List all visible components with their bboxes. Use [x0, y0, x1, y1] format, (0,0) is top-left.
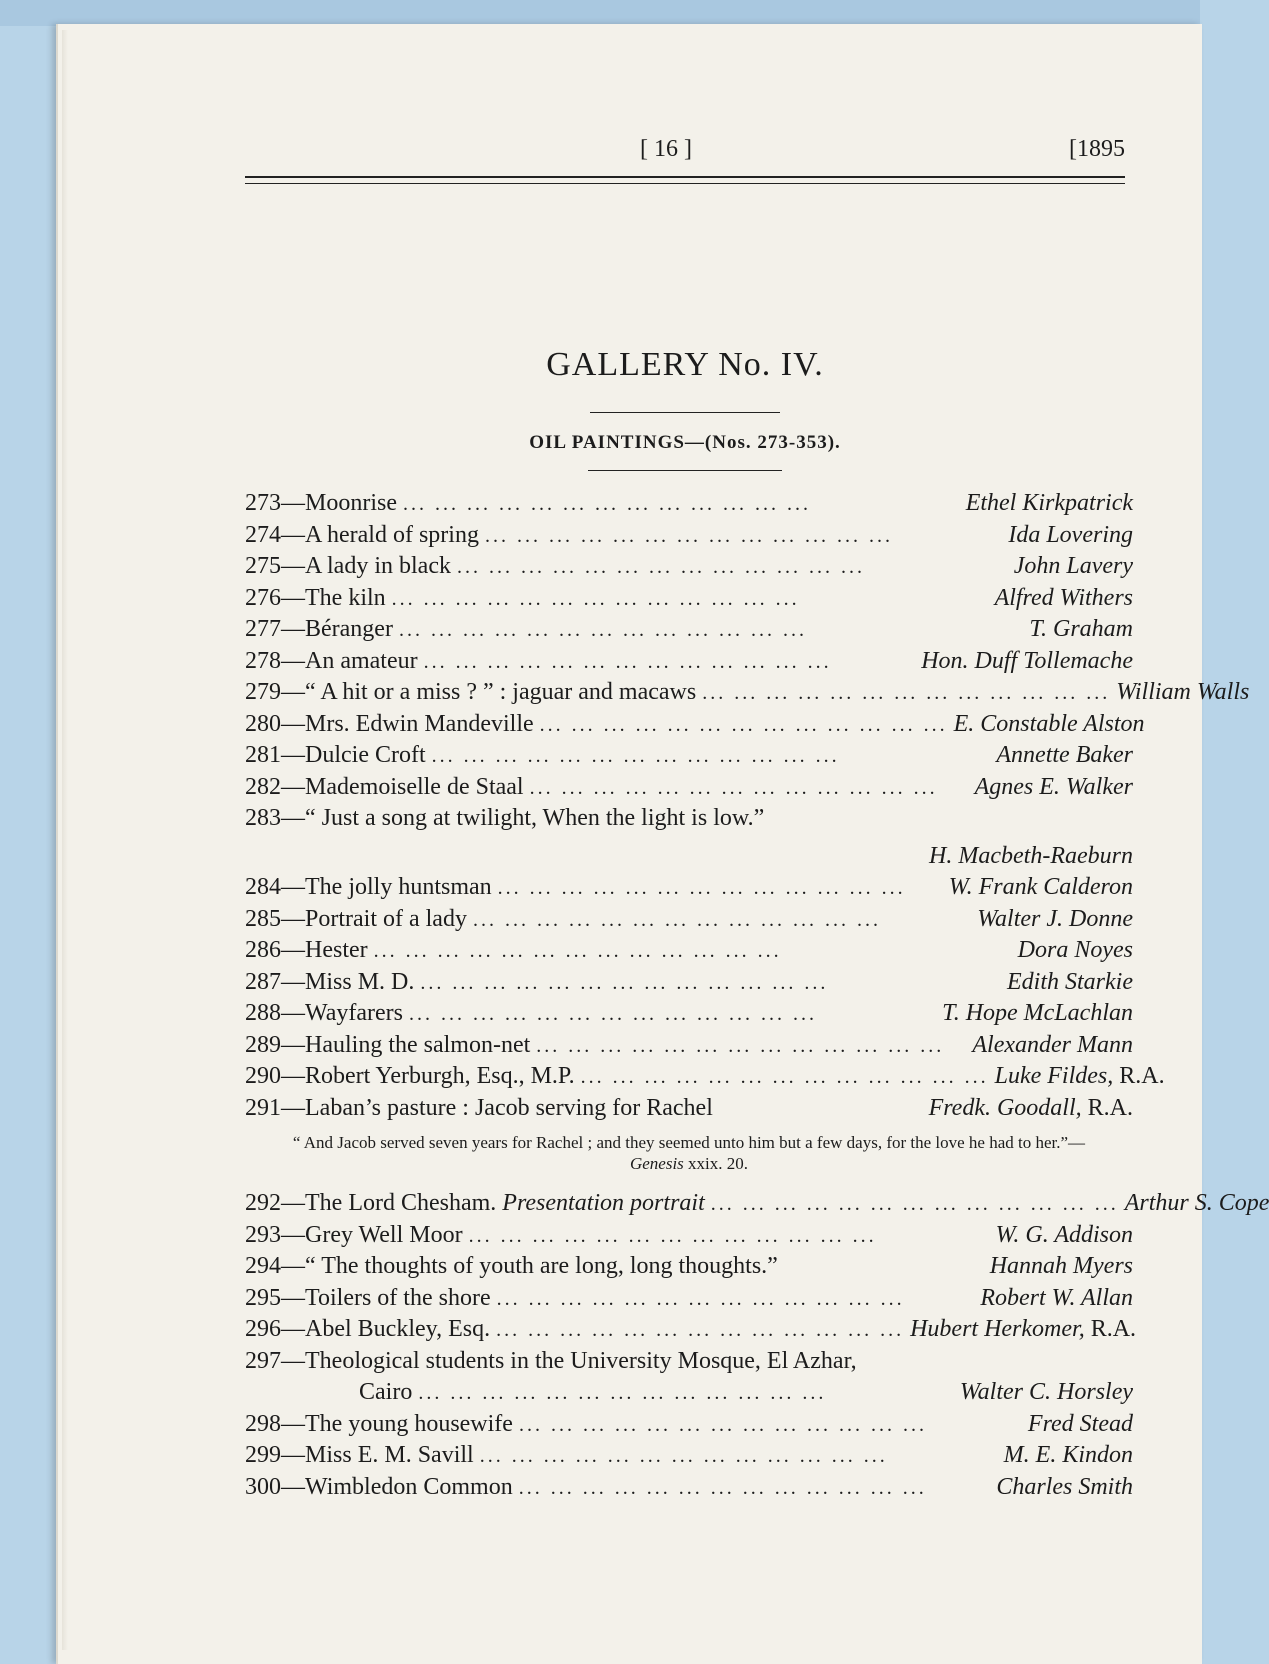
list-item-artist: H. Macbeth-Raeburn [929, 842, 1133, 869]
list-item: 289—Hauling the salmon-net ... ... ... ... ... ... ... ... ... ... ... ... ... Alexander Mann [245, 1031, 1133, 1058]
list-item: 277—Béranger ... ... ... ... ... ... ... ... ... ... ... ... ... T. Graham [245, 616, 1133, 642]
list-item: 297—Theological students in the University Mosque, El Azhar, [245, 1347, 857, 1374]
list-item: 300—Wimbledon Common ... ... ... ... ... ... ... ... ... ... ... ... ... Charles Smith [245, 1473, 1133, 1500]
list-item: 282—Mademoiselle de Staal ... ... ... ... ... ... ... ... ... ... ... ... ... Agnes E. Walker [245, 773, 1133, 800]
list-item: 275—A lady in black ... ... ... ... ... ... ... ... ... ... ... ... ... John Lavery [245, 553, 1133, 579]
section-title: OIL PAINTINGS—(Nos. 273-353). [529, 432, 841, 453]
list-item: 287—Miss M. D. ... ... ... ... ... ... ... ... ... ... ... ... ... Edith Starkie [245, 968, 1133, 995]
page-header [245, 136, 1125, 176]
title-rule [590, 412, 780, 413]
list-item: 274—A herald of spring ... ... ... ... ... ... ... ... ... ... ... ... ... Ida Lovering [245, 521, 1133, 548]
list-item: 273—Moonrise ... ... ... ... ... ... ... ... ... ... ... ... ... Ethel Kirkpatrick [245, 490, 1133, 516]
list-item: 299—Miss E. M. Savill ... ... ... ... ... ... ... ... ... ... ... ... ... M. E. Kindon [245, 1442, 1133, 1468]
list-item: 293—Grey Well Moor ... ... ... ... ... ... ... ... ... ... ... ... ... W. G. Addison [245, 1221, 1133, 1248]
list-item: 279—“ A hit or a miss ? ” : jaguar and macaws ... ... ... ... ... ... ... ... ... ... ... ... ... William Walls [245, 679, 1250, 705]
page-year: [1895 [1069, 136, 1125, 162]
list-item: 290—Robert Yerburgh, Esq., M.P. ... ... ... ... ... ... ... ... ... ... ... ... ... Luke Fildes, R.A. [245, 1063, 1165, 1089]
list-item: 296—Abel Buckley, Esq. ... ... ... ... ... ... ... ... ... ... ... ... ... Hubert Herkomer, R.A. [245, 1316, 1137, 1342]
list-item: 288—Wayfarers ... ... ... ... ... ... ... ... ... ... ... ... ... T. Hope McLachlan [245, 1000, 1133, 1026]
list-item: 292—The Lord Chesham. Presentation portrait ... ... ... ... ... ... ... ... ... ... ... ... ... Arthur S. Cope [245, 1190, 1269, 1216]
list-item: 298—The young housewife ... ... ... ... ... ... ... ... ... ... ... ... ... Fred Stead [245, 1410, 1133, 1437]
page-number: [ 16 ] [640, 136, 692, 162]
paintings-list [245, 488, 1269, 1503]
list-item: 278—An amateur ... ... ... ... ... ... ... ... ... ... ... ... ... Hon. Duff Tollemache [245, 647, 1133, 674]
list-item: 283—“ Just a song at twilight, When the light is low.” [245, 805, 765, 831]
scan-backdrop [0, 0, 1200, 26]
list-item: 276—The kiln ... ... ... ... ... ... ... ... ... ... ... ... ... Alfred Withers [245, 584, 1133, 611]
list-item: 295—Toilers of the shore ... ... ... ... ... ... ... ... ... ... ... ... ... Robert W. Allan [245, 1284, 1133, 1311]
list-item: 281—Dulcie Croft ... ... ... ... ... ... ... ... ... ... ... ... ... Annette Baker [245, 742, 1133, 768]
list-item: 285—Portrait of a lady ... ... ... ... ... ... ... ... ... ... ... ... ... Walter J. Donne [245, 905, 1133, 932]
list-item: 286—Hester ... ... ... ... ... ... ... ... ... ... ... ... ... Dora Noyes [245, 937, 1133, 963]
list-item-continued: Cairo ... ... ... ... ... ... ... ... ... ... ... ... ... Walter C. Horsley [359, 1379, 1133, 1405]
list-item: 284—The jolly huntsman ... ... ... ... ... ... ... ... ... ... ... ... ... W. Frank Calderon [245, 874, 1133, 900]
list-item: 280—Mrs. Edwin Mandeville ... ... ... ... ... ... ... ... ... ... ... ... ... E. Constable Alston [245, 710, 1145, 737]
gallery-title: GALLERY No. IV. [546, 346, 824, 383]
list-item: 294—“ The thoughts of youth are long, long thoughts.” Hannah Myers [245, 1253, 1133, 1279]
list-item: 291—Laban’s pasture : Jacob serving for Rachel Fredk. Goodall, R.A. [245, 1094, 1133, 1121]
page-edge [62, 30, 68, 1650]
header-rule [245, 176, 1125, 184]
scripture-quote: “ And Jacob served seven years for Rachel ; and they seemed unto him but a few days, for the love he had to her.”—Genesis xxix. 20. [292, 1133, 1086, 1173]
section-rule [588, 470, 782, 471]
